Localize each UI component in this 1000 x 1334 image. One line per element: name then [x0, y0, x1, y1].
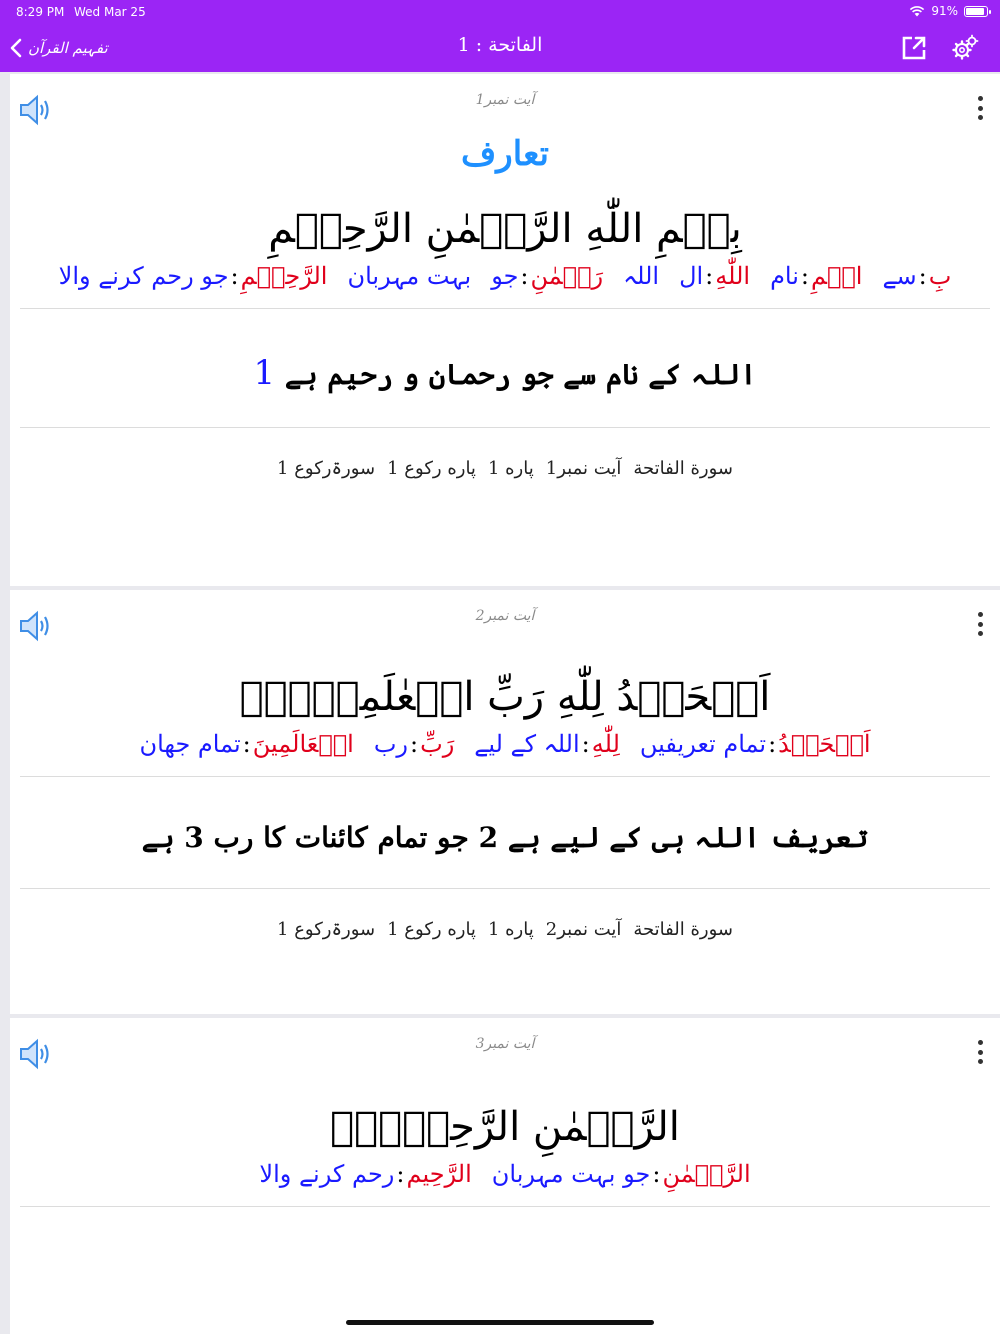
meta-surah-ruku: سورۃرکوع 1	[277, 458, 376, 479]
wbw-item: لِلّٰهِ:اللہ کے لیے	[474, 730, 620, 758]
wbw-item: الرَّحِيم:رحم کرنے والا	[259, 1160, 472, 1188]
page-title: الفاتحة : 1	[457, 34, 543, 56]
chevron-left-icon	[10, 38, 22, 58]
ayah-number: آیت نمبر1	[475, 92, 535, 108]
share-icon[interactable]	[900, 34, 928, 62]
word-by-word	[10, 726, 1000, 776]
home-indicator	[346, 1320, 654, 1325]
arabic-verse: بِسۡمِ اللّٰهِ الرَّحۡمٰنِ الرَّحِيۡمِ	[268, 206, 742, 252]
wbw-item: رَحۡمٰنِ:جو	[491, 262, 604, 290]
arabic-verse: الرَّحۡمٰنِ الرَّحِيۡمِۙ	[330, 1104, 680, 1150]
wbw-item: اسۡمِ:نام	[770, 262, 863, 290]
wbw-item: بِ:سے	[882, 262, 952, 290]
divider	[20, 1206, 990, 1207]
more-options-icon[interactable]	[974, 96, 986, 120]
ayah-card-2	[10, 590, 1000, 1014]
more-options-icon[interactable]	[974, 1040, 986, 1064]
wbw-item: الرَّحِيۡمِ:جو رحم کرنے والا	[58, 262, 328, 290]
meta-para: پاره 1	[487, 458, 534, 479]
ayah-meta	[10, 889, 1000, 958]
meta-surah: سورة الفاتحة	[633, 919, 733, 940]
wifi-icon	[909, 5, 925, 17]
battery-fill	[966, 8, 984, 15]
wbw-item: اَلۡحَمۡدُ:تمام تعریفیں	[639, 730, 871, 758]
ayah-card-3	[10, 1018, 1000, 1334]
battery-percent: 91%	[931, 4, 958, 18]
word-by-word	[10, 1156, 1000, 1206]
wbw-item: اللّٰهِ:ال	[679, 262, 751, 290]
settings-gear-icon[interactable]	[951, 34, 979, 62]
ayah-number: آیت نمبر3	[475, 1036, 535, 1052]
wbw-item: رَبِّ:رب	[373, 730, 455, 758]
translation-text: اللہ کے نام سے جو رحمان و رحیم ہے	[284, 358, 757, 391]
meta-para-ruku: پاره رکوع 1	[387, 919, 476, 940]
top-bar	[0, 0, 1000, 72]
ayah-meta	[10, 428, 1000, 497]
status-time: 8:29 PM	[16, 5, 65, 19]
word-by-word	[10, 258, 1000, 308]
arabic-verse: اَلۡحَمۡدُ لِلّٰهِ رَبِّ الۡعٰلَمِيۡنَۙ	[239, 674, 771, 720]
wbw-item: اللہ	[623, 262, 660, 290]
meta-surah-ruku: سورۃرکوع 1	[277, 919, 376, 940]
back-label: تفہیم القرآن	[28, 39, 108, 57]
status-date: Wed Mar 25	[74, 5, 146, 19]
meta-surah: سورة الفاتحة	[633, 458, 733, 479]
ayah-card-1	[10, 74, 1000, 586]
wbw-item: بہت مہربان	[347, 262, 472, 290]
intro-link[interactable]: تعارف	[461, 134, 549, 174]
more-options-icon[interactable]	[974, 612, 986, 636]
ayah-number: آیت نمبر2	[475, 608, 535, 624]
meta-ayah: آیت نمبر2	[545, 919, 622, 940]
meta-para: پاره 1	[487, 919, 534, 940]
meta-para-ruku: پاره رکوع 1	[387, 458, 476, 479]
translation	[10, 777, 1000, 888]
translation-text: تعریف اللہ ہی کے لیے ہے 2 جو تمام کائنات کا رب 3 ہے	[141, 821, 869, 854]
meta-ayah: آیت نمبر1	[545, 458, 622, 479]
translation	[10, 309, 1000, 427]
battery-icon	[964, 6, 988, 17]
wbw-item: الرَّحۡمٰنِ:جو بہت مہربان	[491, 1160, 751, 1188]
footnote-link[interactable]: 1	[253, 353, 276, 393]
status-indicators	[909, 4, 988, 18]
back-button[interactable]	[10, 32, 108, 64]
wbw-item: الۡعَالَمِينَ:تمام جهان	[139, 730, 354, 758]
